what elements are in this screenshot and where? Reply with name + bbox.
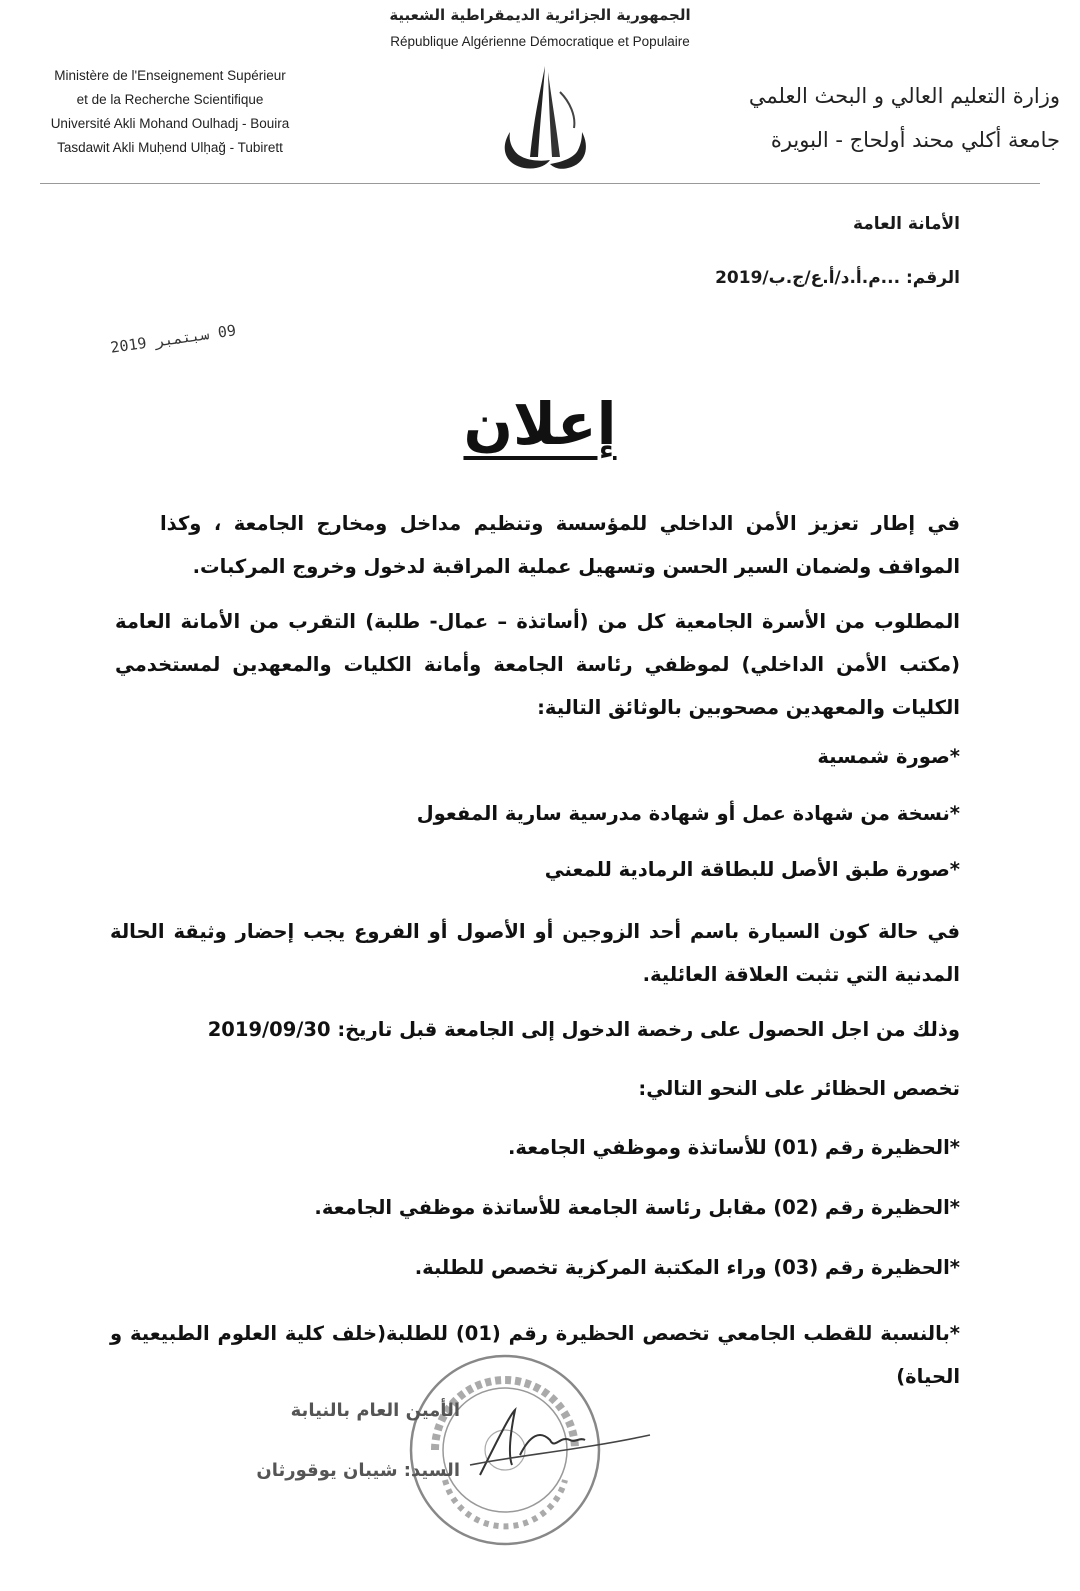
signatory-title: الأمين العام بالنيابة — [290, 1400, 460, 1421]
intro-paragraph: في إطار تعزيز الأمن الداخلي للمؤسسة وتنظيم مداخل ومخارج الجامعة ، وكذا المواقف ولضمان السير الحسن وتسهيل عملية المراقبة لدخول وخروج المركبات. — [160, 512, 960, 578]
header-country-fr: République Algérienne Démocratique et Populaire — [390, 34, 690, 49]
deadline-line: وذلك من اجل الحصول على رخصة الدخول إلى الجامعة قبل تاريخ: 2019/09/30 — [207, 1018, 960, 1041]
department-label: الأمانة العامة — [852, 214, 960, 234]
handwritten-signature-icon — [460, 1395, 660, 1485]
header-institution-fr — [20, 64, 320, 160]
handwritten-date: 09 سبتمبر 2019 — [109, 321, 238, 357]
allocation-item-2: *الحظيرة رقم (02) مقابل رئاسة الجامعة للأساتذة موظفي الجامعة. — [314, 1196, 960, 1219]
pole-note-paragraph: *بالنسبة للقطب الجامعي تخصص الحظيرة رقم (01) للطلبة(خلف كلية العلوم الطبيعية و الحياة) — [110, 1322, 960, 1388]
university-emblem-icon — [490, 62, 600, 174]
header-university-fr: Université Akli Mohand Oulhadj - Bouira — [50, 116, 290, 131]
allocation-item-3: *الحظيرة رقم (03) وراء المكتبة المركزية تخصص للطلبة. — [414, 1256, 960, 1279]
announcement-title: إعلان — [463, 390, 617, 458]
header-ministry-ar: وزارة التعليم العالي و البحث العلمي — [748, 84, 1060, 108]
header-institution-ar — [720, 74, 1060, 162]
document-item-photo: *صورة شمسية — [817, 745, 960, 768]
allocation-intro: تخصص الحظائر على النحو التالي: — [638, 1077, 960, 1100]
header-divider — [40, 183, 1040, 184]
header-ministry-line-1: Ministère de l'Enseignement Supérieur — [54, 68, 286, 83]
request-paragraph: المطلوب من الأسرة الجامعية كل من (أساتذة – عمال- طلبة) التقرب من الأمانة العامة (مكتب الأمن الداخلي) لموظفي رئاسة الجامعة وأمانة الكليات والمعهدين لمستخدمي الكليات والمعهدين مصحوبين بالوثائق التالية: — [115, 610, 960, 719]
document-item-certificate: *نسخة من شهادة عمل أو شهادة مدرسية سارية المفعول — [416, 802, 960, 825]
signatory-name: السيد: شيبان يوقورثان — [256, 1460, 460, 1481]
reference-number: الرقم: ...م.أ.د/أ.ع/ج.ب/2019 — [715, 268, 960, 288]
header-ministry-line-2: et de la Recherche Scientifique — [76, 92, 264, 107]
document-item-grey-card: *صورة طبق الأصل للبطاقة الرمادية للمعني — [544, 858, 960, 881]
allocation-item-1: *الحظيرة رقم (01) للأساتذة وموظفي الجامعة. — [507, 1136, 960, 1159]
header-university-ar: جامعة أكلي محند أولحاج - البويرة — [770, 128, 1060, 152]
header-university-kabyle: Tasdawit Akli Muḥend Ulḥağ - Tubirett — [57, 140, 283, 155]
family-note-paragraph: في حالة كون السيارة باسم أحد الزوجين أو الأصول أو الفروع يجب إحضار وثيقة الحالة المدنية التي تثبت العلاقة العائلية. — [110, 920, 960, 986]
header-country-ar: الجمهورية الجزائرية الديمقراطية الشعبية — [389, 6, 691, 24]
